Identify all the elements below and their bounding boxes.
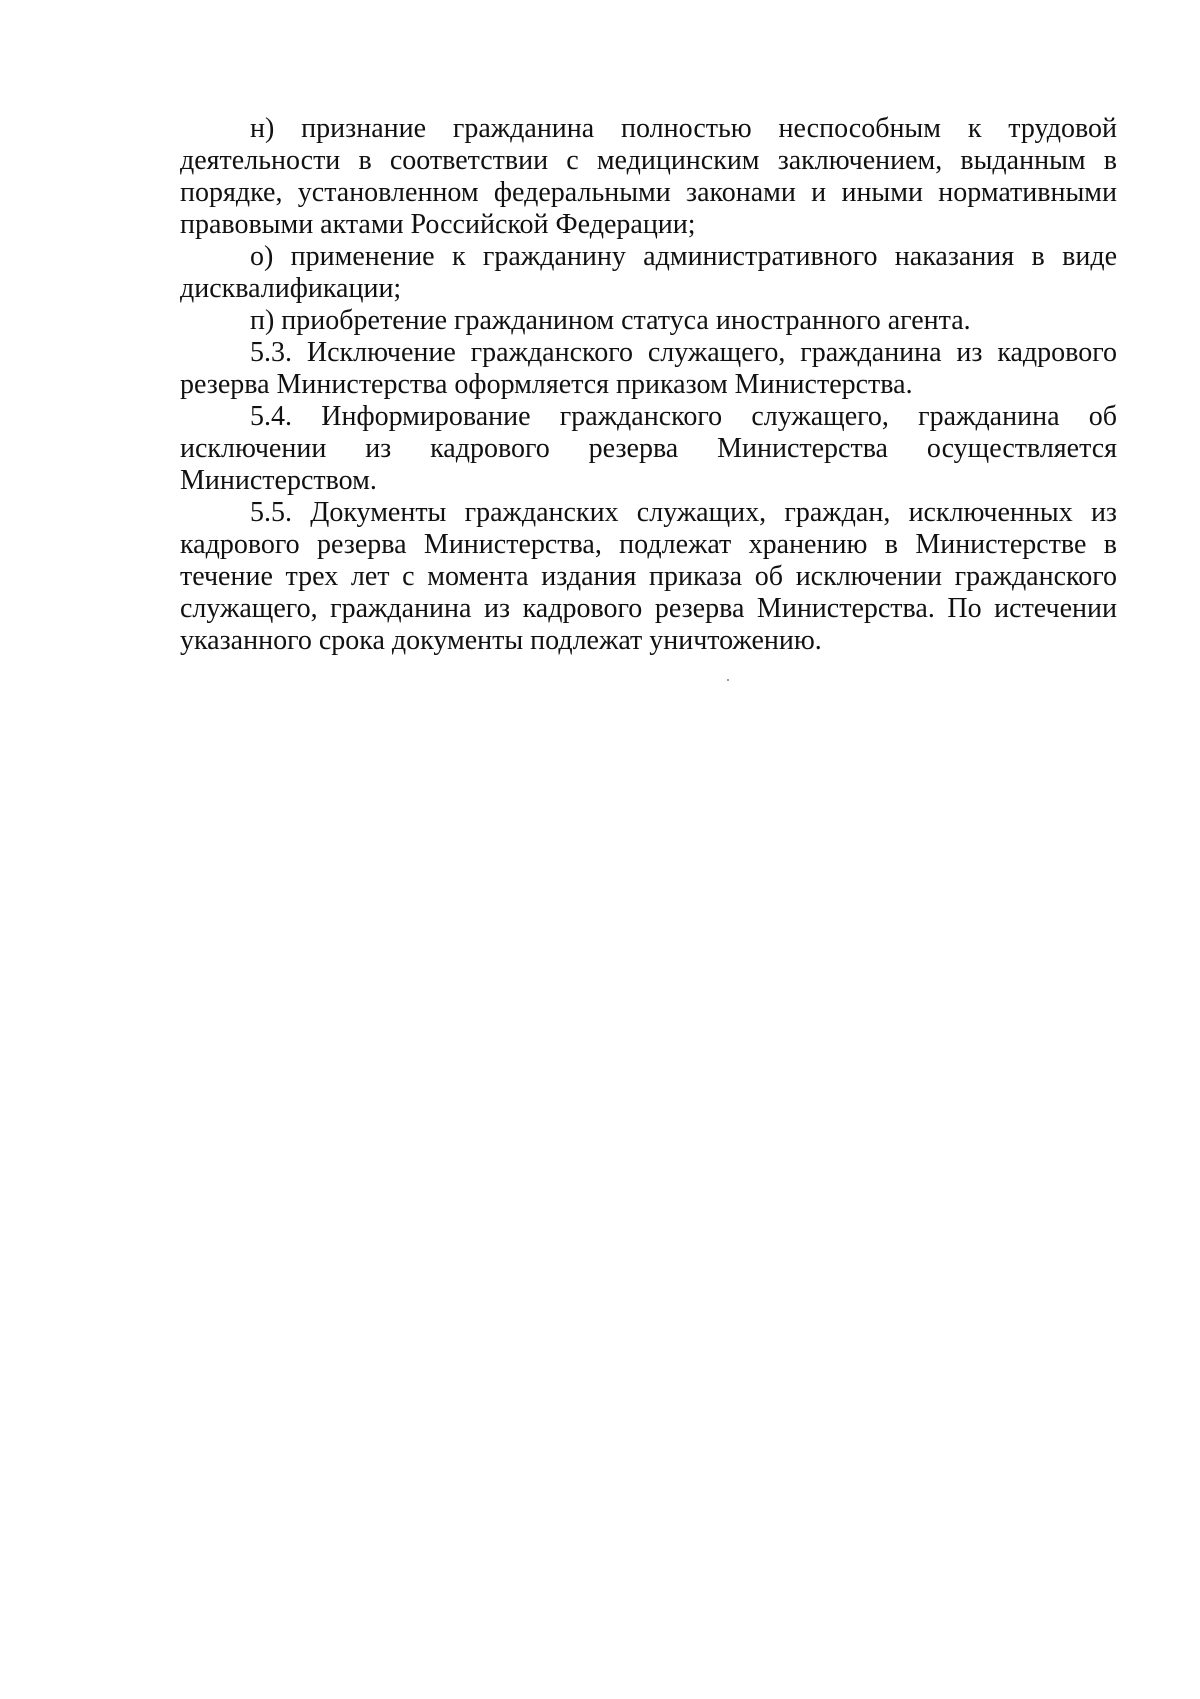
document-body [180,113,1117,657]
paragraph-item-o: о) применение к гражданину административного наказания в виде дисквалификации; [180,241,1117,304]
paragraph-item-n: н) признание гражданина полностью неспособным к трудовой деятельности в соответствии с медицинским заключением, выданным в порядке, установленном федеральными законами и иными нормативными правовыми актами Российской Федерации; [180,113,1117,240]
paragraph-5-4: 5.4. Информирование гражданского служащего, гражданина об исключении из кадрового резерва Министерства осуществляется Министерством. [180,401,1117,496]
paragraph-item-p: п) приобретение гражданином статуса иностранного агента. [250,305,971,336]
scan-speck [727,679,729,681]
paragraph-5-5: 5.5. Документы гражданских служащих, граждан, исключенных из кадрового резерва Министерства, подлежат хранению в Министерстве в течение трех лет с момента издания приказа об исключении гражданского служащего, гражданина из кадрового резерва Министерства. По истечении указанного срока документы подлежат уничтожению. [180,497,1117,656]
paragraph-5-3: 5.3. Исключение гражданского служащего, гражданина из кадрового резерва Министерства оформляется приказом Министерства. [180,337,1117,400]
